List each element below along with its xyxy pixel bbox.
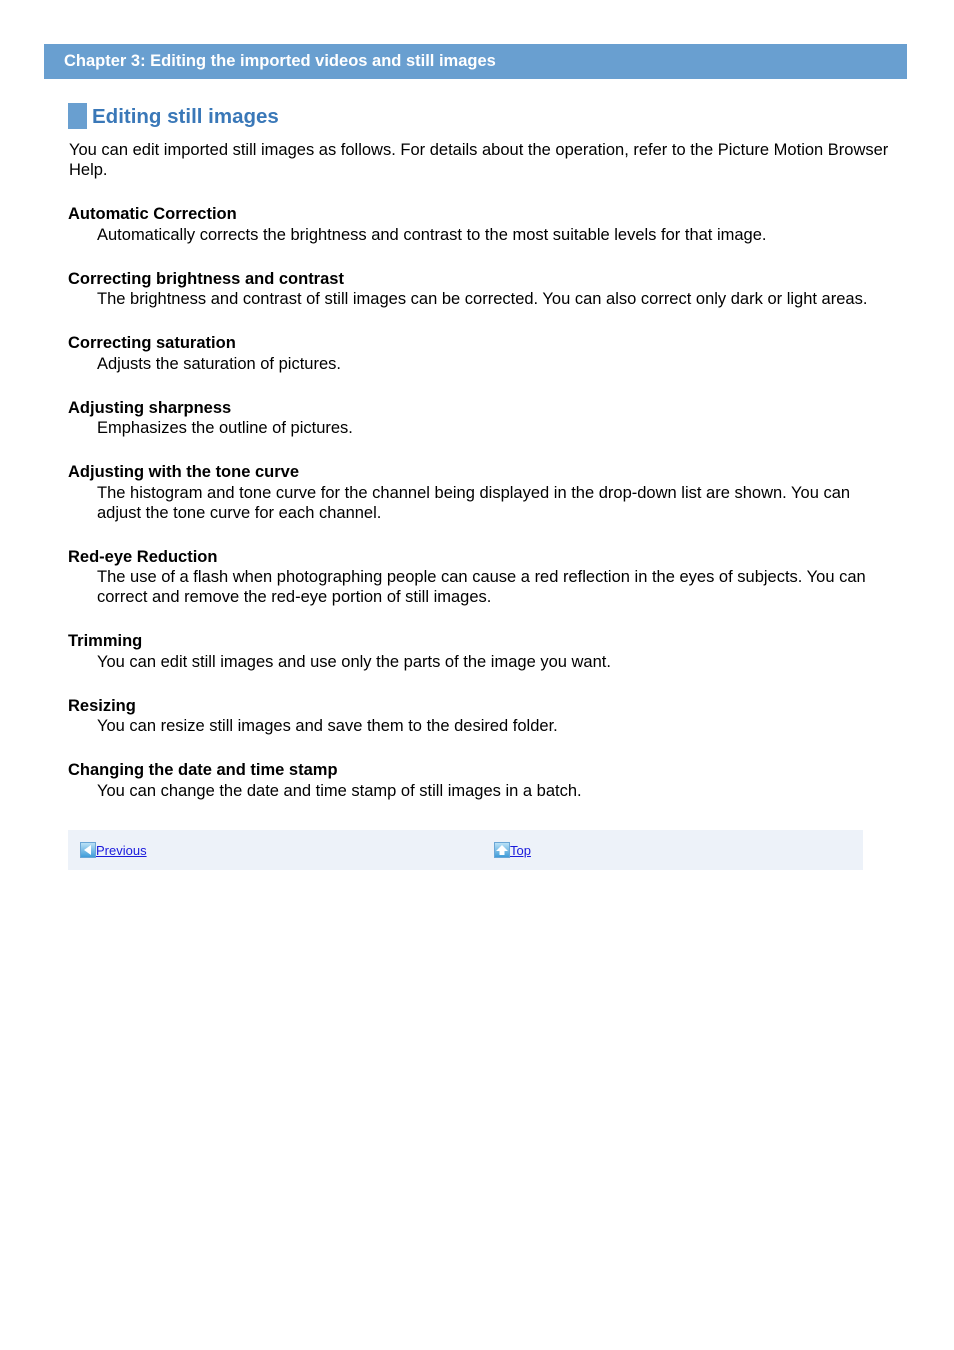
feature-term: Adjusting with the tone curve xyxy=(68,463,300,481)
feature-term: Red-eye Reduction xyxy=(68,547,218,566)
top-link[interactable] xyxy=(494,842,531,858)
chapter-header-bar xyxy=(44,44,907,79)
previous-link-label: Previous xyxy=(96,842,147,858)
feature-term: Automatic Correction xyxy=(68,205,237,223)
page-navigation xyxy=(68,830,863,870)
feature-description: Automatically corrects the brightness and contrast to the most suitable levels for that image. xyxy=(97,225,767,244)
section-title: Editing still images xyxy=(92,104,279,128)
arrow-up-icon xyxy=(494,842,510,858)
feature-term: Trimming xyxy=(68,632,143,650)
section-intro: You can edit imported still images as follows. For details about the operation, refer to the Picture Motion Browser Help. xyxy=(69,141,889,179)
section-heading xyxy=(68,103,279,129)
top-link-label: Top xyxy=(510,842,531,858)
feature-term: Correcting brightness and contrast xyxy=(68,269,344,288)
feature-description: The histogram and tone curve for the channel being displayed in the drop-down list are shown. You can adjust the tone curve for each channel. xyxy=(97,483,851,522)
chapter-title: Chapter 3: Editing the imported videos and still images xyxy=(64,52,496,71)
feature-description: The use of a flash when photographing people can cause a red reflection in the eyes of subjects. You can correct and remove the red-eye portion of still images. xyxy=(97,568,866,606)
feature-term: Adjusting sharpness xyxy=(68,398,232,417)
feature-term: Resizing xyxy=(68,696,136,715)
feature-description: The brightness and contrast of still images can be corrected. You can also correct only dark or light areas. xyxy=(97,290,868,308)
feature-description: You can change the date and time stamp of still images in a batch. xyxy=(97,781,582,800)
feature-description: Emphasizes the outline of pictures. xyxy=(97,419,353,437)
feature-description: You can edit still images and use only the parts of the image you want. xyxy=(97,652,611,671)
previous-link[interactable] xyxy=(80,842,147,858)
feature-description: You can resize still images and save them to the desired folder. xyxy=(97,717,558,735)
feature-term: Changing the date and time stamp xyxy=(68,761,338,779)
feature-description: Adjusts the saturation of pictures. xyxy=(97,354,341,373)
feature-list xyxy=(68,205,898,826)
feature-term: Correcting saturation xyxy=(68,334,236,352)
arrow-left-icon xyxy=(80,842,96,858)
heading-marker xyxy=(68,103,87,129)
